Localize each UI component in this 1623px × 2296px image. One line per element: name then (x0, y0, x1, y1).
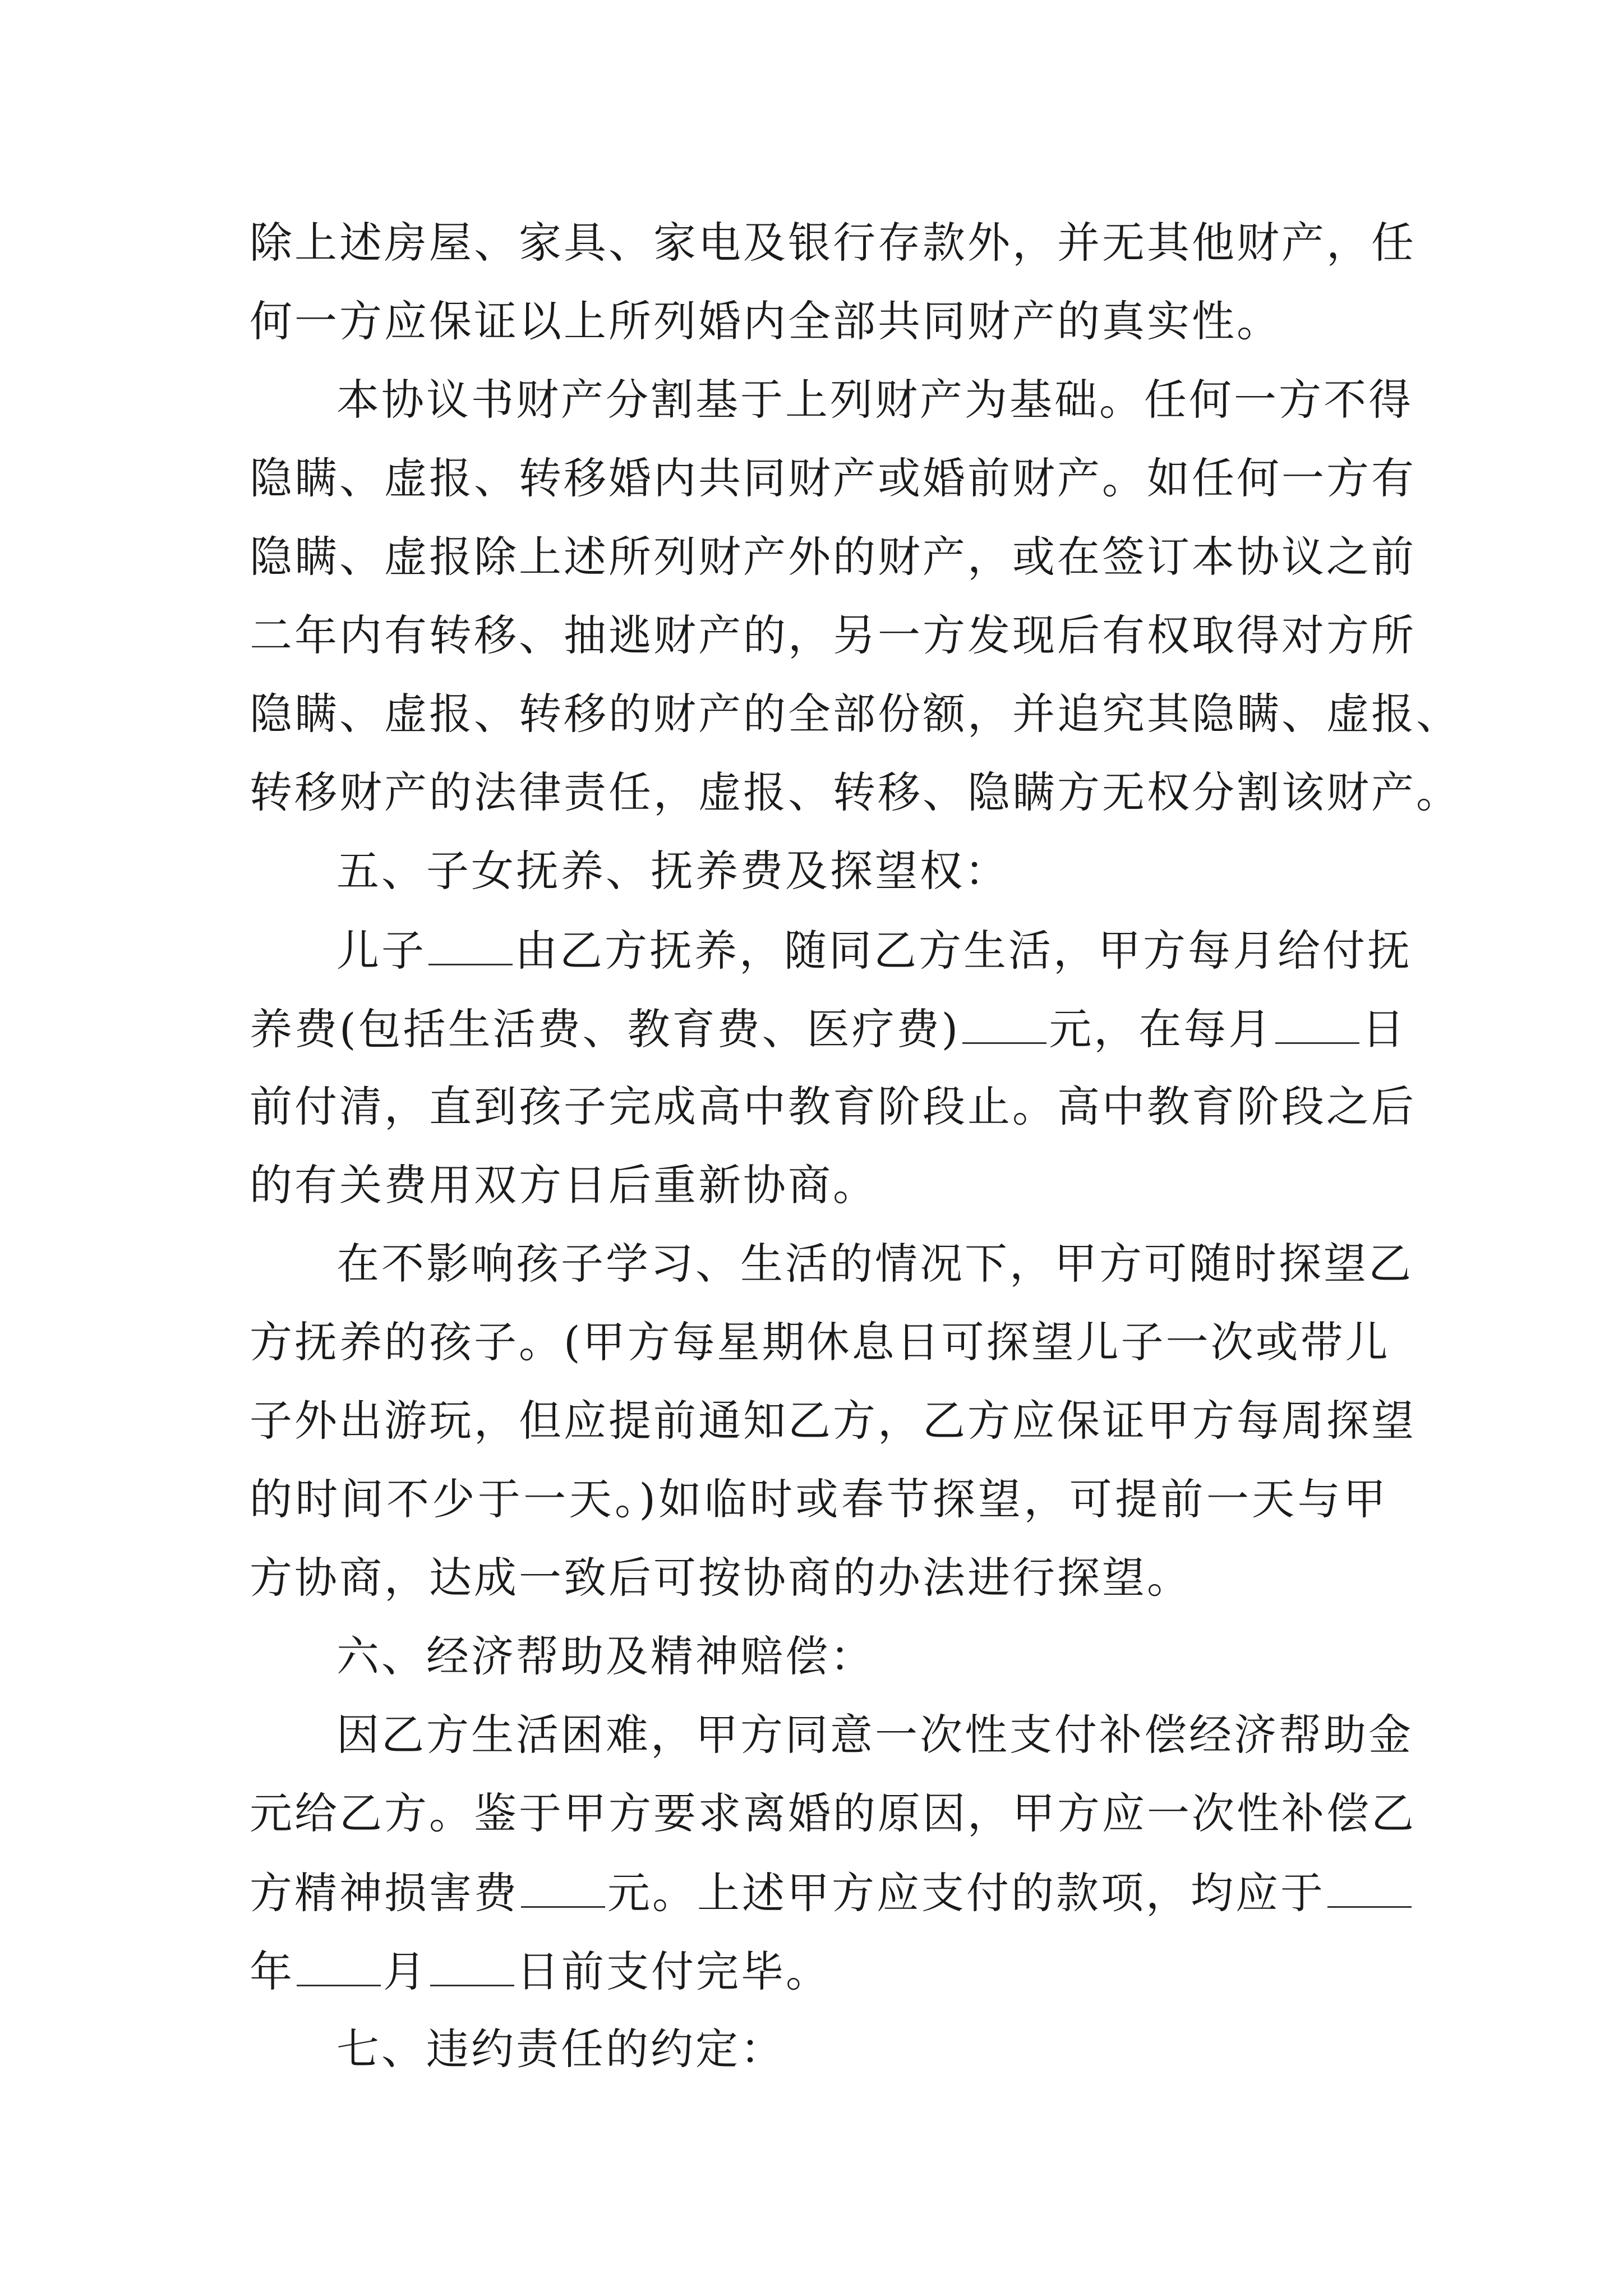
fill-blank (521, 1861, 605, 1908)
fill-blank (297, 1940, 381, 1986)
fill-blank (962, 997, 1046, 1044)
paragraph-line: 隐瞒、虚报除上述所列财产外的财产，或在签订本协议之前 (250, 532, 1416, 582)
paragraph-line: 转移财产的法律责任，虚报、转移、隐瞒方无权分割该财产。 (250, 767, 1461, 817)
paragraph-line: 在不影响孩子学习、生活的情况下，甲方可随时探望乙 (336, 1239, 1413, 1289)
paragraph-line: 前付清，直到孩子完成高中教育阶段止。高中教育阶段之后 (250, 1082, 1416, 1131)
paragraph-line: 二年内有转移、抽逃财产的，另一方发现后有权取得对方所 (250, 610, 1416, 660)
paragraph-line: 子外出游玩，但应提前通知乙方，乙方应保证甲方每周探望 (250, 1396, 1416, 1446)
section-heading: 五、子女抚养、抚养费及探望权： (336, 846, 1009, 896)
fill-blank (1327, 1861, 1412, 1908)
paragraph-line: 隐瞒、虚报、转移婚内共同财产或婚前财产。如任何一方有 (250, 453, 1416, 503)
paragraph-line: 方协商，达成一致后可按协商的办法进行探望。 (250, 1553, 1192, 1603)
section-heading: 七、违约责任的约定： (336, 2024, 785, 2074)
fill-blank (1275, 997, 1359, 1044)
paragraph-line: 儿子 由乙方抚养，随同乙方生活，甲方每月给付抚 (336, 919, 1388, 981)
paragraph-line: 的时间不少于一天。)如临时或春节探望，可提前一天与甲 (250, 1474, 1388, 1524)
paragraph-line: 元给乙方。鉴于甲方要求离婚的原因，甲方应一次性补偿乙 (250, 1788, 1416, 1838)
paragraph-line: 因乙方生活困难，甲方同意一次性支付补偿经济帮助金 (336, 1710, 1413, 1760)
paragraph-line: 除上述房屋、家具、家电及银行存款外，并无其他财产，任 (250, 218, 1416, 268)
fill-blank (428, 919, 513, 965)
paragraph-line: 方精神损害费 元。上述甲方应支付的款项，均应于 (250, 1861, 1388, 1923)
paragraph-line: 的有关费用双方日后重新协商。 (250, 1160, 878, 1210)
paragraph-line: 年 月 日前支付完毕。 (250, 1940, 1388, 2001)
paragraph-line: 何一方应保证以上所列婚内全部共同财产的真实性。 (250, 296, 1281, 346)
paragraph-line: 方抚养的孩子。(甲方每星期休息日可探望儿子一次或带儿 (250, 1317, 1390, 1367)
paragraph-line: 隐瞒、虚报、转移的财产的全部份额，并追究其隐瞒、虚报、 (250, 689, 1461, 739)
section-heading: 六、经济帮助及精神赔偿： (336, 1631, 875, 1681)
paragraph-line: 本协议书财产分割基于上列财产为基础。任何一方不得 (336, 375, 1413, 425)
paragraph-line: 养费(包括生活费、教育费、医疗费) 元，在每月 日 (250, 997, 1388, 1059)
fill-blank (430, 1940, 514, 1986)
